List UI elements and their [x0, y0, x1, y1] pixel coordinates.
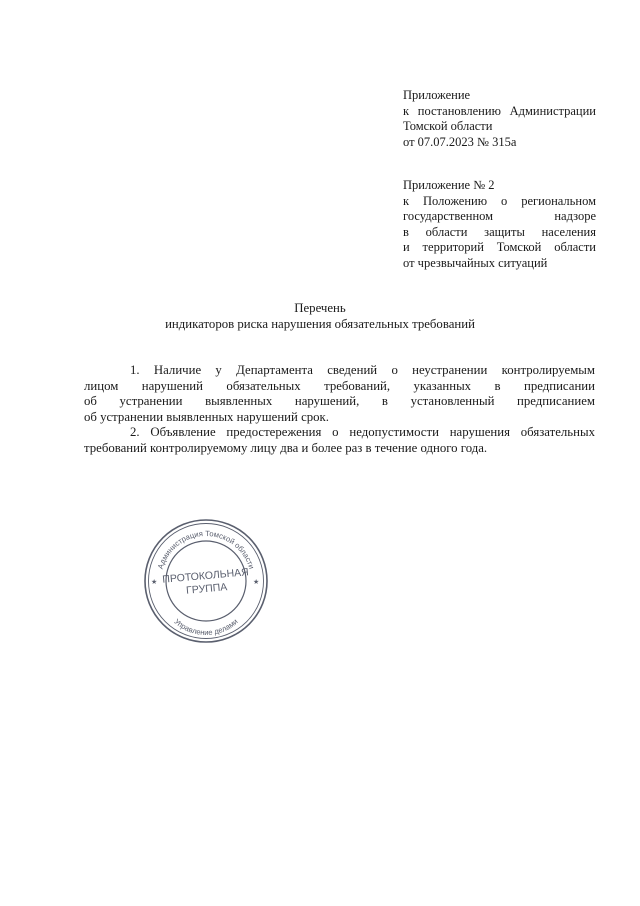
official-stamp — [143, 518, 269, 644]
document-body — [84, 363, 595, 457]
title-line: Перечень — [294, 301, 346, 315]
appendix-header — [403, 88, 596, 150]
paragraph-line: требований контролируемому лицу два и более раз в течение одного года. — [84, 440, 488, 455]
paragraph-line: 1. Наличие у Департамента сведений о неустранении контролируемым — [130, 363, 595, 377]
stamp-center-line-2: ГРУППА — [185, 581, 228, 597]
stamp-center-line-1: ПРОТОКОЛЬНАЯ — [161, 566, 250, 586]
appendix-sub-line: от чрезвычайных ситуаций — [403, 255, 548, 270]
paragraph-line: 2. Объявление предостережения о недопустимости нарушения обязательных — [130, 425, 595, 440]
star-icon: ★ — [151, 578, 158, 586]
paragraph-line: об устранении выявленных нарушений, в установленный предписанием — [84, 394, 595, 409]
star-icon: ★ — [253, 578, 260, 586]
paragraph-1 — [84, 363, 595, 425]
appendix-sub-line: и территорий Томской области — [403, 240, 596, 255]
appendix-header-line: от 07.07.2023 № 315а — [403, 134, 517, 149]
paragraph-line: лицом нарушений обязательных требований, указанных в предписании — [84, 378, 595, 393]
title-line: индикаторов риска нарушения обязательных требований — [165, 317, 475, 331]
appendix-sub-line: в области защиты населения — [403, 224, 596, 239]
appendix-header-line: Томской области — [403, 119, 493, 134]
paragraph-2 — [84, 425, 595, 456]
stamp-top-text: Администрация Томской области — [155, 528, 257, 571]
document-title — [60, 300, 580, 332]
stamp-bottom-text: Управление делами — [172, 616, 240, 638]
appendix-subheader — [403, 178, 596, 272]
appendix-header-line: Приложение — [403, 88, 471, 102]
appendix-header-line: к постановлению Администрации — [403, 103, 596, 118]
appendix-sub-line: государственном надзоре — [403, 209, 596, 224]
paragraph-line: об устранении выявленных нарушений срок. — [84, 409, 329, 424]
appendix-sub-line: к Положению о региональном — [403, 193, 596, 208]
appendix-sub-line: Приложение № 2 — [403, 178, 495, 192]
